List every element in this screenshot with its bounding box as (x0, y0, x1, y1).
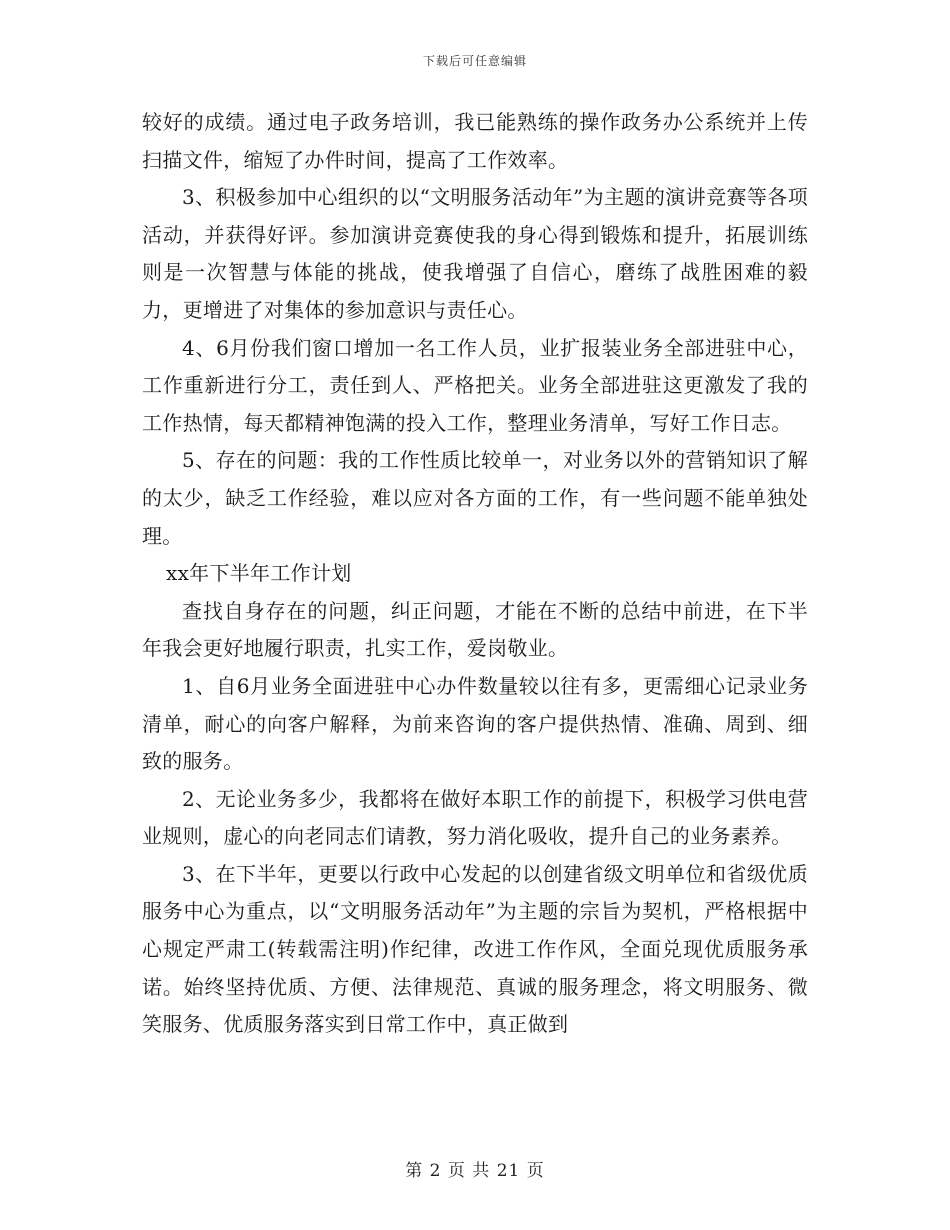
paragraph-plan-3: 3、在下半年，更要以行政中心发起的以创建省级文明单位和省级优质服务中心为重点，以“文明服务活动年”为主题的宗旨为契机，严格根据中心规定严肃工(转载需注明)作纪律，改进工作作风，全面兑现优质服务承诺。始终坚持优质、方便、法律规范、真诚的服务理念，将文明服务、微笑服务、优质服务落实到日常工作中，真正做到 (142, 861, 808, 1037)
paragraph-continuation: 较好的成绩。通过电子政务培训，我已能熟练的操作政务办公系统并上传扫描文件，缩短了办件时间，提高了工作效率。 (142, 110, 808, 172)
paragraph-plan-1: 1、自6月业务全面进驻中心办件数量较以往有多，更需细心记录业务清单，耐心的向客户解释，为前来咨询的客户提供热情、准确、周到、细致的服务。 (142, 673, 808, 774)
document-body (142, 104, 808, 1044)
page-number: 第 2 页 共 21 页 (405, 1161, 545, 1181)
section-heading: xx年下半年工作计划 (166, 561, 352, 586)
paragraph-item-5: 5、存在的问题：我的工作性质比较单一，对业务以外的营销知识了解的太少，缺乏工作经验，难以应对各方面的工作，有一些问题不能单独处理。 (142, 448, 808, 548)
paragraph-intro: 查找自身存在的问题，纠正问题，才能在不断的总结中前进，在下半年我会更好地履行职责，扎实工作，爱岗敬业。 (142, 598, 808, 661)
paragraph-item-3: 3、积极参加中心组织的以“文明服务活动年”为主题的演讲竞赛等各项活动，并获得好评。参加演讲竞赛使我的身心得到锻炼和提升，拓展训练则是一次智慧与体能的挑战，使我增强了自信心，磨练了战胜困难的毅力，更增进了对集体的参加意识与责任心。 (142, 185, 808, 322)
paragraph-item-4: 4、6月份我们窗口增加一名工作人员，业扩报装业务全部进驻中心，工作重新进行分工，责任到人、严格把关。业务全部进驻这更激发了我的工作热情，每天都精神饱满的投入工作，整理业务清单，写好工作日志。 (142, 335, 808, 435)
page-header: 下载后可任意编辑 (422, 54, 527, 68)
paragraph-plan-2: 2、无论业务多少，我都将在做好本职工作的前提下，积极学习供电营业规则，虚心的向老同志们请教，努力消化吸收，提升自己的业务素养。 (142, 786, 808, 849)
